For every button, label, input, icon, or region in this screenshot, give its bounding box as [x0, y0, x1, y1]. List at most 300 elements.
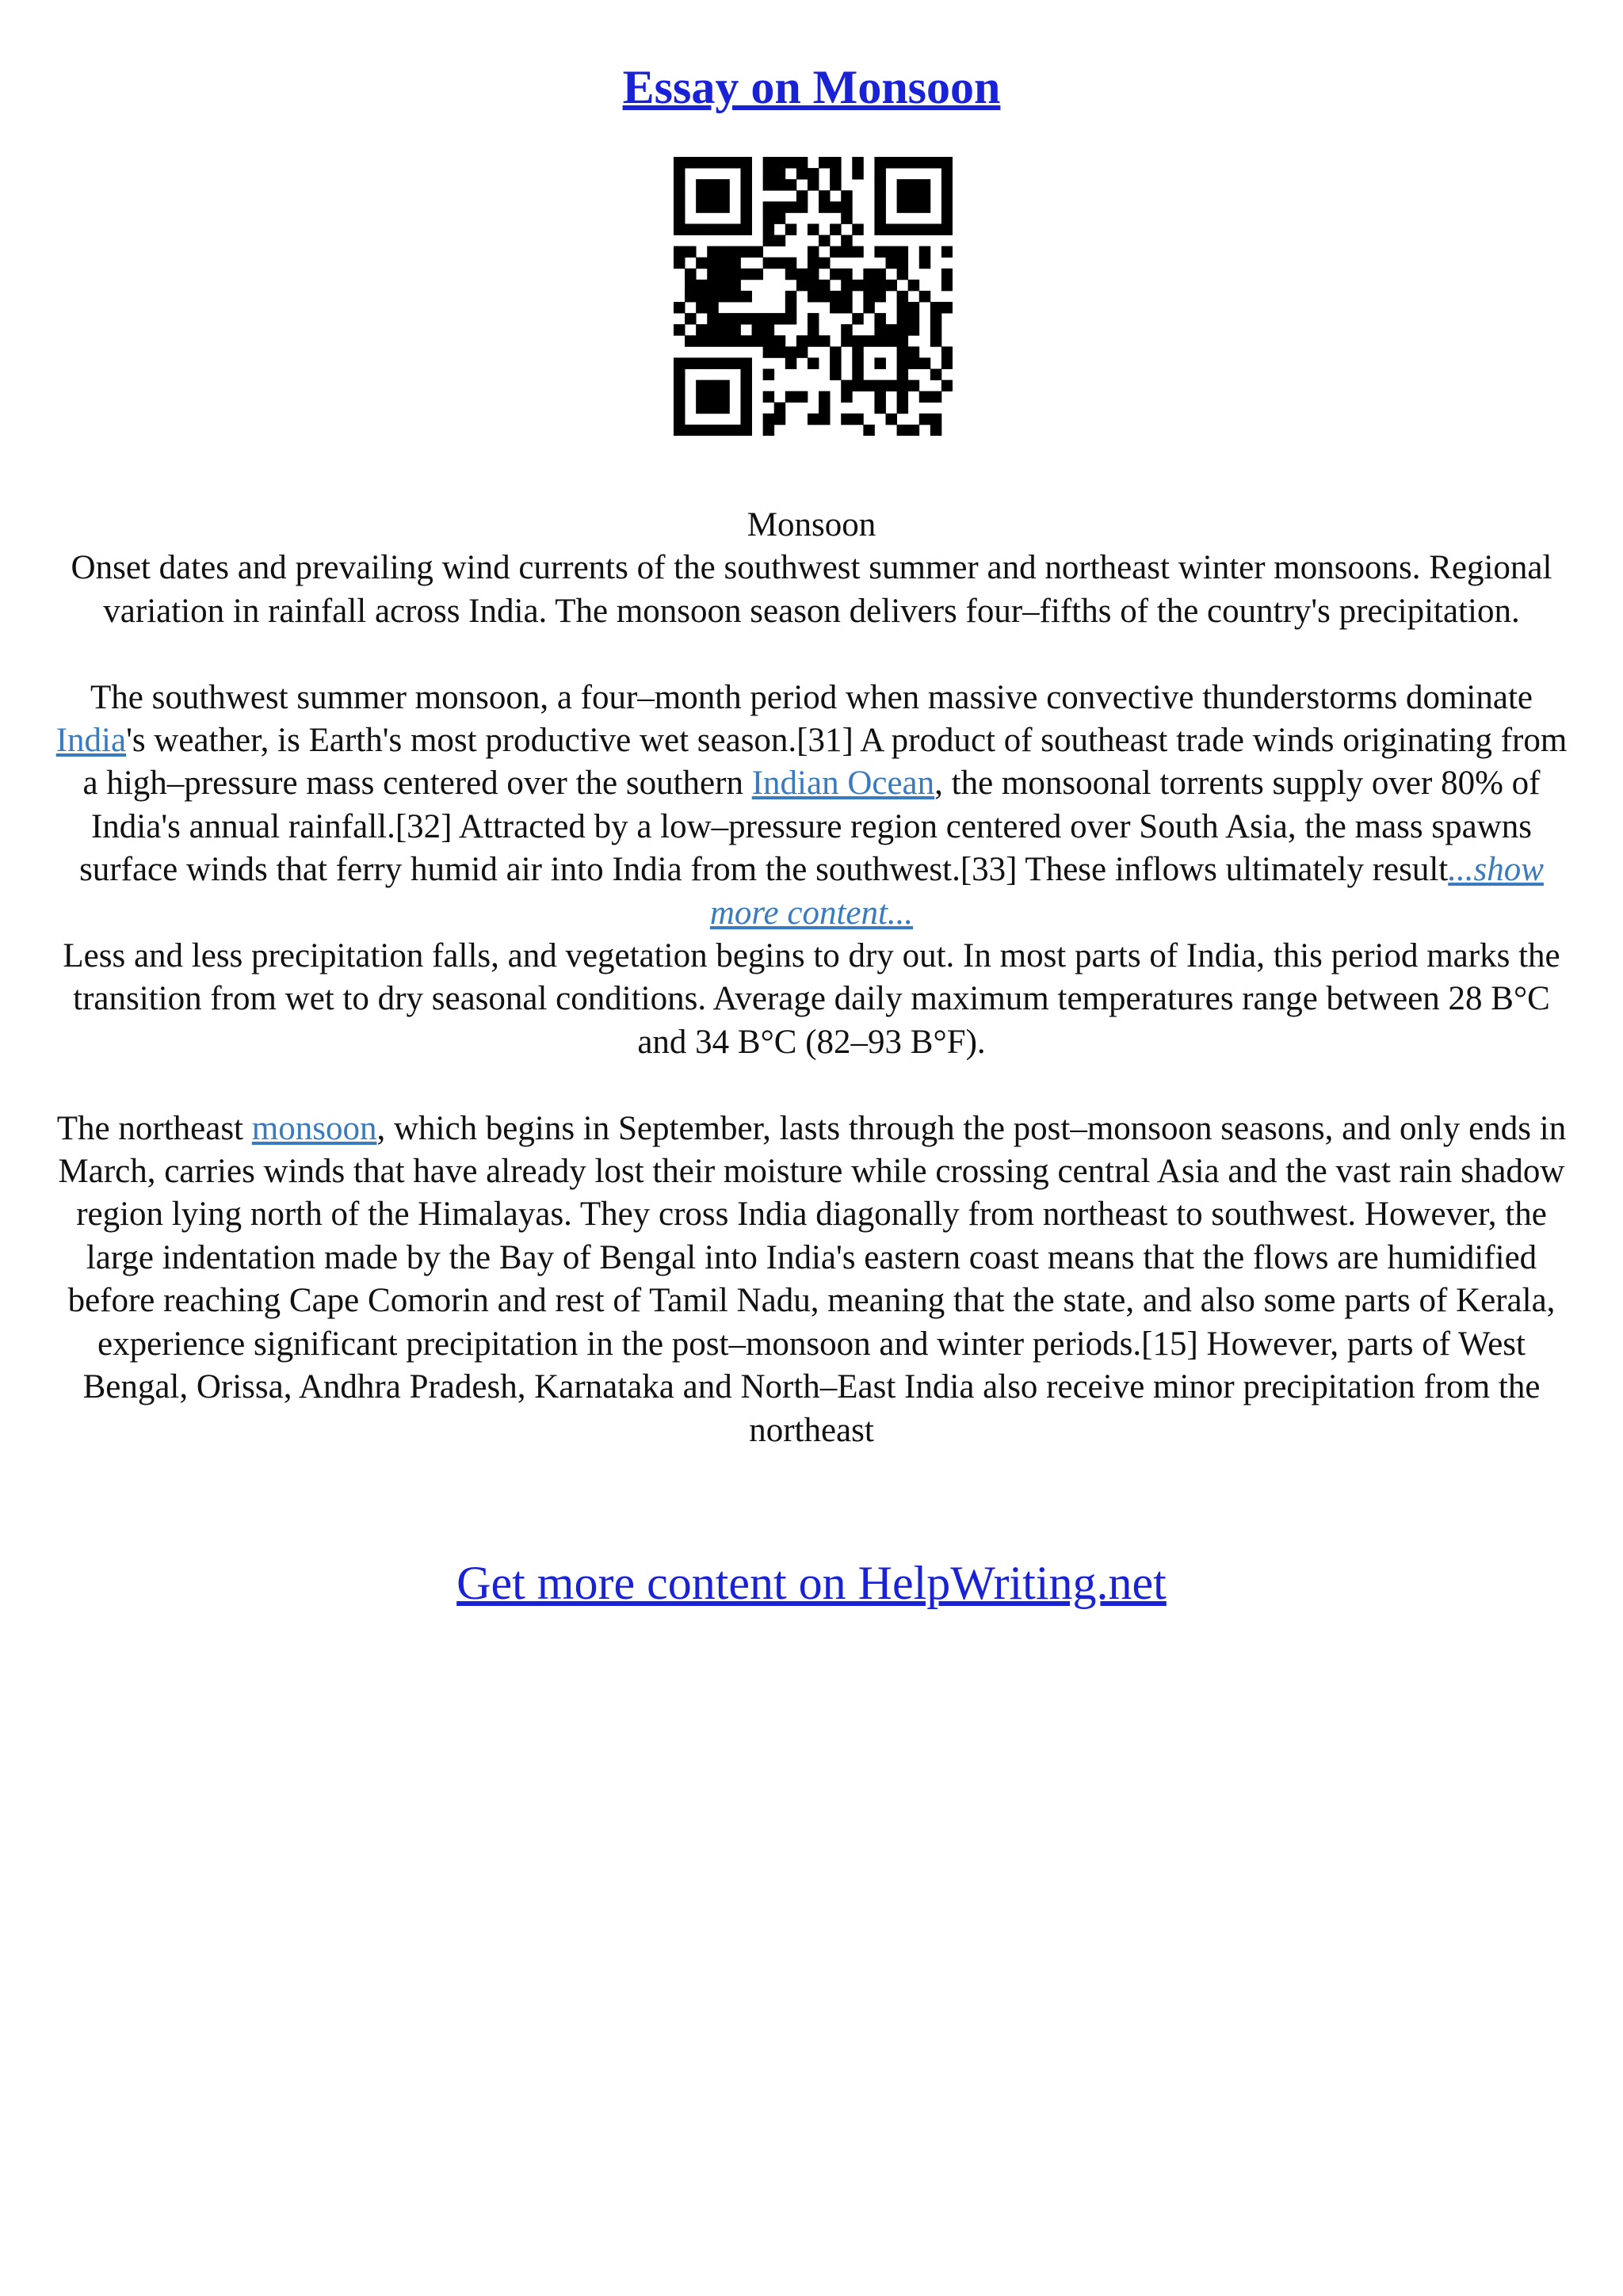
qr-module	[796, 346, 808, 357]
qr-module	[729, 357, 740, 368]
qr-module	[830, 246, 841, 257]
qr-module	[841, 212, 852, 223]
qr-module	[740, 212, 751, 223]
qr-module	[796, 269, 808, 280]
qr-module	[696, 357, 707, 368]
qr-module	[852, 168, 863, 179]
qr-module	[919, 179, 930, 190]
qr-module	[707, 179, 718, 190]
paragraph-1	[55, 677, 1568, 935]
qr-module	[919, 357, 930, 368]
qr-module	[740, 201, 751, 212]
qr-module	[897, 201, 908, 212]
paragraph-3	[55, 1108, 1568, 1452]
qr-module	[897, 223, 908, 235]
qr-module	[819, 157, 830, 168]
qr-module	[774, 257, 785, 269]
qr-module	[941, 168, 953, 179]
qr-module	[685, 246, 696, 257]
qr-module	[674, 357, 685, 368]
qr-module	[941, 280, 953, 291]
qr-module	[774, 335, 785, 346]
qr-module	[796, 168, 808, 179]
qr-module	[897, 380, 908, 391]
qr-module	[830, 302, 841, 313]
helpwriting-footer-link[interactable]: Get more content on HelpWriting.net	[456, 1557, 1167, 1609]
qr-module	[886, 246, 897, 257]
qr-module	[863, 425, 874, 436]
qr-module	[752, 324, 763, 335]
qr-module	[685, 280, 696, 291]
qr-module	[674, 369, 685, 380]
qr-module	[874, 335, 885, 346]
qr-module	[674, 246, 685, 257]
qr-module	[785, 291, 796, 302]
qr-module	[718, 223, 729, 235]
qr-module	[841, 414, 852, 425]
qr-module	[874, 201, 885, 212]
qr-module	[707, 269, 718, 280]
qr-module	[685, 425, 696, 436]
paragraph-3-text-a: The northeast	[56, 1109, 252, 1147]
qr-module	[707, 291, 718, 302]
qr-module	[674, 201, 685, 212]
qr-module	[740, 157, 751, 168]
qr-module	[830, 179, 841, 190]
qr-module	[774, 179, 785, 190]
qr-module	[808, 313, 819, 324]
qr-module	[863, 280, 874, 291]
qr-module	[785, 269, 796, 280]
qr-module	[808, 246, 819, 257]
qr-module	[874, 324, 885, 335]
qr-module	[897, 313, 908, 324]
qr-module	[718, 402, 729, 414]
qr-module	[729, 280, 740, 291]
qr-module	[852, 380, 863, 391]
qr-module	[852, 346, 863, 357]
qr-module	[696, 257, 707, 269]
qr-module	[729, 269, 740, 280]
qr-module	[740, 402, 751, 414]
qr-module	[707, 357, 718, 368]
qr-module	[718, 201, 729, 212]
qr-module	[908, 313, 919, 324]
qr-module	[740, 414, 751, 425]
qr-module	[796, 157, 808, 168]
qr-module	[874, 391, 885, 402]
qr-module	[941, 212, 953, 223]
qr-module	[941, 190, 953, 201]
qr-module	[908, 157, 919, 168]
qr-module	[763, 346, 774, 357]
qr-module	[852, 313, 863, 324]
qr-module	[919, 157, 930, 168]
qr-module	[729, 313, 740, 324]
qr-module	[696, 425, 707, 436]
qr-module	[830, 201, 841, 212]
qr-module	[941, 246, 953, 257]
qr-module	[718, 269, 729, 280]
qr-module	[808, 335, 819, 346]
qr-module	[841, 380, 852, 391]
qr-module	[718, 257, 729, 269]
qr-module	[897, 257, 908, 269]
qr-module	[808, 257, 819, 269]
qr-module	[830, 291, 841, 302]
qr-module	[830, 168, 841, 179]
qr-module	[930, 369, 941, 380]
qr-module	[707, 380, 718, 391]
qr-module	[841, 391, 852, 402]
qr-module	[819, 235, 830, 246]
qr-module	[941, 346, 953, 357]
qr-module	[808, 291, 819, 302]
qr-module	[696, 157, 707, 168]
qr-module	[763, 168, 774, 179]
qr-module	[830, 223, 841, 235]
qr-module	[729, 257, 740, 269]
qr-module	[841, 246, 852, 257]
qr-module	[718, 391, 729, 402]
qr-module	[785, 391, 796, 402]
qr-module	[841, 335, 852, 346]
qr-module	[941, 201, 953, 212]
qr-module	[796, 190, 808, 201]
qr-module	[897, 179, 908, 190]
qr-module	[785, 313, 796, 324]
qr-module	[908, 190, 919, 201]
qr-module	[874, 168, 885, 179]
qr-module	[718, 280, 729, 291]
qr-module	[874, 269, 885, 280]
qr-module	[729, 157, 740, 168]
qr-module	[919, 414, 930, 425]
qr-module	[696, 380, 707, 391]
qr-module	[763, 179, 774, 190]
qr-module	[718, 246, 729, 257]
qr-module	[729, 425, 740, 436]
qr-module	[874, 246, 885, 257]
indian-ocean-link[interactable]: Indian Ocean	[751, 765, 935, 803]
qr-module	[808, 357, 819, 368]
qr-module	[785, 302, 796, 313]
qr-module	[886, 380, 897, 391]
qr-module	[696, 324, 707, 335]
qr-code-graphic	[674, 157, 953, 436]
qr-module	[830, 157, 841, 168]
qr-code	[674, 157, 953, 436]
qr-module	[841, 280, 852, 291]
qr-module	[852, 223, 863, 235]
monsoon-link[interactable]: monsoon	[251, 1109, 377, 1147]
qr-module	[819, 335, 830, 346]
qr-module	[696, 179, 707, 190]
qr-module	[763, 212, 774, 223]
qr-module	[908, 302, 919, 313]
qr-module	[841, 291, 852, 302]
qr-module	[852, 280, 863, 291]
qr-module	[707, 324, 718, 335]
qr-module	[819, 190, 830, 201]
qr-module	[785, 223, 796, 235]
qr-module	[897, 402, 908, 414]
paragraph-gap	[55, 1064, 1568, 1107]
qr-module	[808, 324, 819, 335]
qr-module	[740, 168, 751, 179]
qr-module	[886, 223, 897, 235]
qr-module	[874, 291, 885, 302]
qr-module	[863, 302, 874, 313]
qr-module	[707, 190, 718, 201]
qr-module	[718, 313, 729, 324]
qr-module	[763, 257, 774, 269]
paragraph-1-text-a: The southwest summer monsoon, a four–month period when massive convective thunderstorms dominate	[90, 678, 1533, 716]
qr-module	[908, 425, 919, 436]
qr-module	[696, 391, 707, 402]
qr-module	[674, 190, 685, 201]
qr-module	[774, 313, 785, 324]
qr-module	[930, 313, 941, 324]
qr-module	[863, 335, 874, 346]
qr-module	[930, 425, 941, 436]
paragraph-gap	[55, 633, 1568, 676]
qr-module	[763, 201, 774, 212]
qr-module	[674, 257, 685, 269]
qr-module	[729, 246, 740, 257]
qr-module	[763, 223, 774, 235]
qr-module	[897, 357, 908, 368]
qr-module	[763, 324, 774, 335]
paragraph-3-text-b: , which begins in September, lasts through the post–monsoon seasons, and only ends in March, carries winds that have already lost their moisture while crossing central Asia and the vast rain shadow region lying north of the Himalayas. They cross India diagonally from northeast to southwest. However, the large indentation made by the Bay of Bengal into India's eastern coast means that the flows are humidified before reaching Cape Comorin and rest of Tamil Nadu, meaning that the state, and also some parts of Kerala, experience significant precipitation in the post–monsoon and winter periods.[15] However, parts of West Bengal, Orissa, Andhra Pradesh, Karnataka and North–East India also receive minor precipitation from the northeast	[58, 1109, 1567, 1449]
qr-module	[696, 335, 707, 346]
qr-module	[740, 179, 751, 190]
qr-module	[863, 380, 874, 391]
paragraph-1-text-b: 's weather, is Earth's most productive wet season.[31] A product of southeast trade winds originating from a high–pressure mass centered over the southern	[82, 722, 1568, 803]
qr-module	[707, 313, 718, 324]
qr-module	[707, 157, 718, 168]
qr-module	[863, 269, 874, 280]
qr-module	[930, 157, 941, 168]
qr-module	[886, 257, 897, 269]
qr-module	[874, 190, 885, 201]
qr-module	[919, 190, 930, 201]
qr-module	[808, 168, 819, 179]
qr-module	[930, 223, 941, 235]
qr-module	[874, 402, 885, 414]
qr-module	[808, 414, 819, 425]
qr-module	[897, 335, 908, 346]
qr-module	[718, 335, 729, 346]
qr-module	[685, 291, 696, 302]
qr-module	[740, 357, 751, 368]
qr-module	[796, 391, 808, 402]
qr-module	[718, 179, 729, 190]
qr-module	[707, 302, 718, 313]
qr-module	[908, 179, 919, 190]
qr-module	[930, 324, 941, 335]
qr-module	[740, 380, 751, 391]
qr-module	[785, 346, 796, 357]
qr-module	[941, 179, 953, 190]
qr-module	[740, 425, 751, 436]
qr-module	[830, 346, 841, 357]
paragraph-2: Less and less precipitation falls, and vegetation begins to dry out. In most parts of India, this period marks the transition from wet to dry seasonal conditions. Average daily maximum temperatures range between 28 B°C and 34 B°C (82–93 B°F).	[63, 937, 1560, 1061]
qr-module	[841, 201, 852, 212]
qr-module	[696, 280, 707, 291]
qr-module	[774, 201, 785, 212]
qr-module	[852, 414, 863, 425]
qr-module	[752, 313, 763, 324]
qr-module	[919, 201, 930, 212]
qr-module	[674, 414, 685, 425]
qr-module	[740, 246, 751, 257]
qr-module	[852, 369, 863, 380]
qr-module	[841, 302, 852, 313]
qr-module	[908, 346, 919, 357]
qr-module	[685, 335, 696, 346]
qr-module	[941, 223, 953, 235]
qr-module	[718, 190, 729, 201]
qr-module	[774, 346, 785, 357]
qr-module	[707, 223, 718, 235]
document-title-link[interactable]: Essay on Monsoon	[622, 61, 1001, 113]
qr-module	[707, 402, 718, 414]
qr-module	[785, 179, 796, 190]
qr-module	[696, 291, 707, 302]
qr-module	[886, 157, 897, 168]
qr-module	[941, 269, 953, 280]
qr-module	[897, 291, 908, 302]
qr-module	[897, 246, 908, 257]
qr-module	[941, 302, 953, 313]
qr-module	[886, 324, 897, 335]
paragraph-1-text-c: , the monsoonal torrents supply over 80% of India's annual rainfall.[32] Attracted by a low–pressure region centered over South Asia, the mass spawns surface winds that ferry humid air into India from the southwest.[33] These inflows ultimately result	[79, 765, 1541, 889]
qr-module	[696, 201, 707, 212]
india-link[interactable]: India	[55, 722, 127, 760]
qr-module	[707, 425, 718, 436]
qr-module	[874, 280, 885, 291]
qr-module	[740, 291, 751, 302]
qr-module	[908, 223, 919, 235]
qr-module	[874, 380, 885, 391]
qr-module	[908, 280, 919, 291]
qr-module	[874, 313, 885, 324]
qr-module	[685, 357, 696, 368]
qr-module	[674, 425, 685, 436]
qr-module	[774, 212, 785, 223]
qr-module	[774, 414, 785, 425]
qr-module	[874, 157, 885, 168]
qr-module	[696, 302, 707, 313]
qr-module	[897, 425, 908, 436]
qr-module	[696, 402, 707, 414]
qr-module	[763, 313, 774, 324]
qr-module	[685, 269, 696, 280]
qr-module	[674, 380, 685, 391]
qr-module	[785, 357, 796, 368]
qr-module	[785, 257, 796, 269]
qr-module	[874, 212, 885, 223]
qr-module	[819, 291, 830, 302]
qr-module	[707, 257, 718, 269]
qr-module	[674, 391, 685, 402]
qr-module	[941, 357, 953, 368]
qr-module	[919, 257, 930, 269]
show-more-content-link[interactable]: ...show more content...	[709, 851, 1544, 932]
qr-module	[919, 246, 930, 257]
qr-module	[729, 335, 740, 346]
qr-module	[774, 157, 785, 168]
qr-module	[796, 201, 808, 212]
qr-module	[752, 246, 763, 257]
qr-module	[763, 391, 774, 402]
qr-module	[774, 168, 785, 179]
qr-module	[740, 369, 751, 380]
qr-module	[830, 269, 841, 280]
qr-module	[740, 190, 751, 201]
qr-module	[729, 223, 740, 235]
qr-module	[763, 369, 774, 380]
qr-module	[674, 402, 685, 414]
qr-module	[841, 235, 852, 246]
qr-module	[830, 369, 841, 380]
qr-module	[874, 179, 885, 190]
qr-module	[763, 425, 774, 436]
qr-module	[763, 414, 774, 425]
caption-text: Onset dates and prevailing wind currents of the southwest summer and northeast winter monsoons. Regional variation in rainfall across India. The monsoon season delivers four–fifths of the country's precipitation.	[71, 549, 1552, 630]
qr-module	[808, 179, 819, 190]
qr-module	[674, 157, 685, 168]
document-body	[55, 504, 1568, 1452]
qr-module	[819, 414, 830, 425]
qr-module	[796, 335, 808, 346]
qr-module	[852, 357, 863, 368]
qr-module	[897, 369, 908, 380]
qr-module	[941, 380, 953, 391]
qr-module	[919, 391, 930, 402]
qr-module	[785, 157, 796, 168]
qr-module	[930, 414, 941, 425]
qr-module	[718, 324, 729, 335]
qr-module	[852, 157, 863, 168]
qr-module	[740, 223, 751, 235]
qr-module	[819, 201, 830, 212]
qr-module	[718, 357, 729, 368]
qr-module	[819, 257, 830, 269]
qr-module	[897, 324, 908, 335]
qr-module	[729, 291, 740, 302]
qr-module	[841, 324, 852, 335]
qr-module	[752, 335, 763, 346]
qr-module	[919, 291, 930, 302]
qr-module	[874, 223, 885, 235]
qr-module	[863, 291, 874, 302]
qr-module	[763, 335, 774, 346]
qr-module	[707, 335, 718, 346]
qr-module	[897, 157, 908, 168]
qr-module	[685, 157, 696, 168]
qr-module	[785, 201, 796, 212]
qr-module	[908, 324, 919, 335]
qr-module	[774, 235, 785, 246]
qr-module	[740, 335, 751, 346]
qr-module	[763, 235, 774, 246]
qr-module	[908, 201, 919, 212]
qr-module	[763, 157, 774, 168]
qr-module	[886, 280, 897, 291]
qr-module	[897, 391, 908, 402]
